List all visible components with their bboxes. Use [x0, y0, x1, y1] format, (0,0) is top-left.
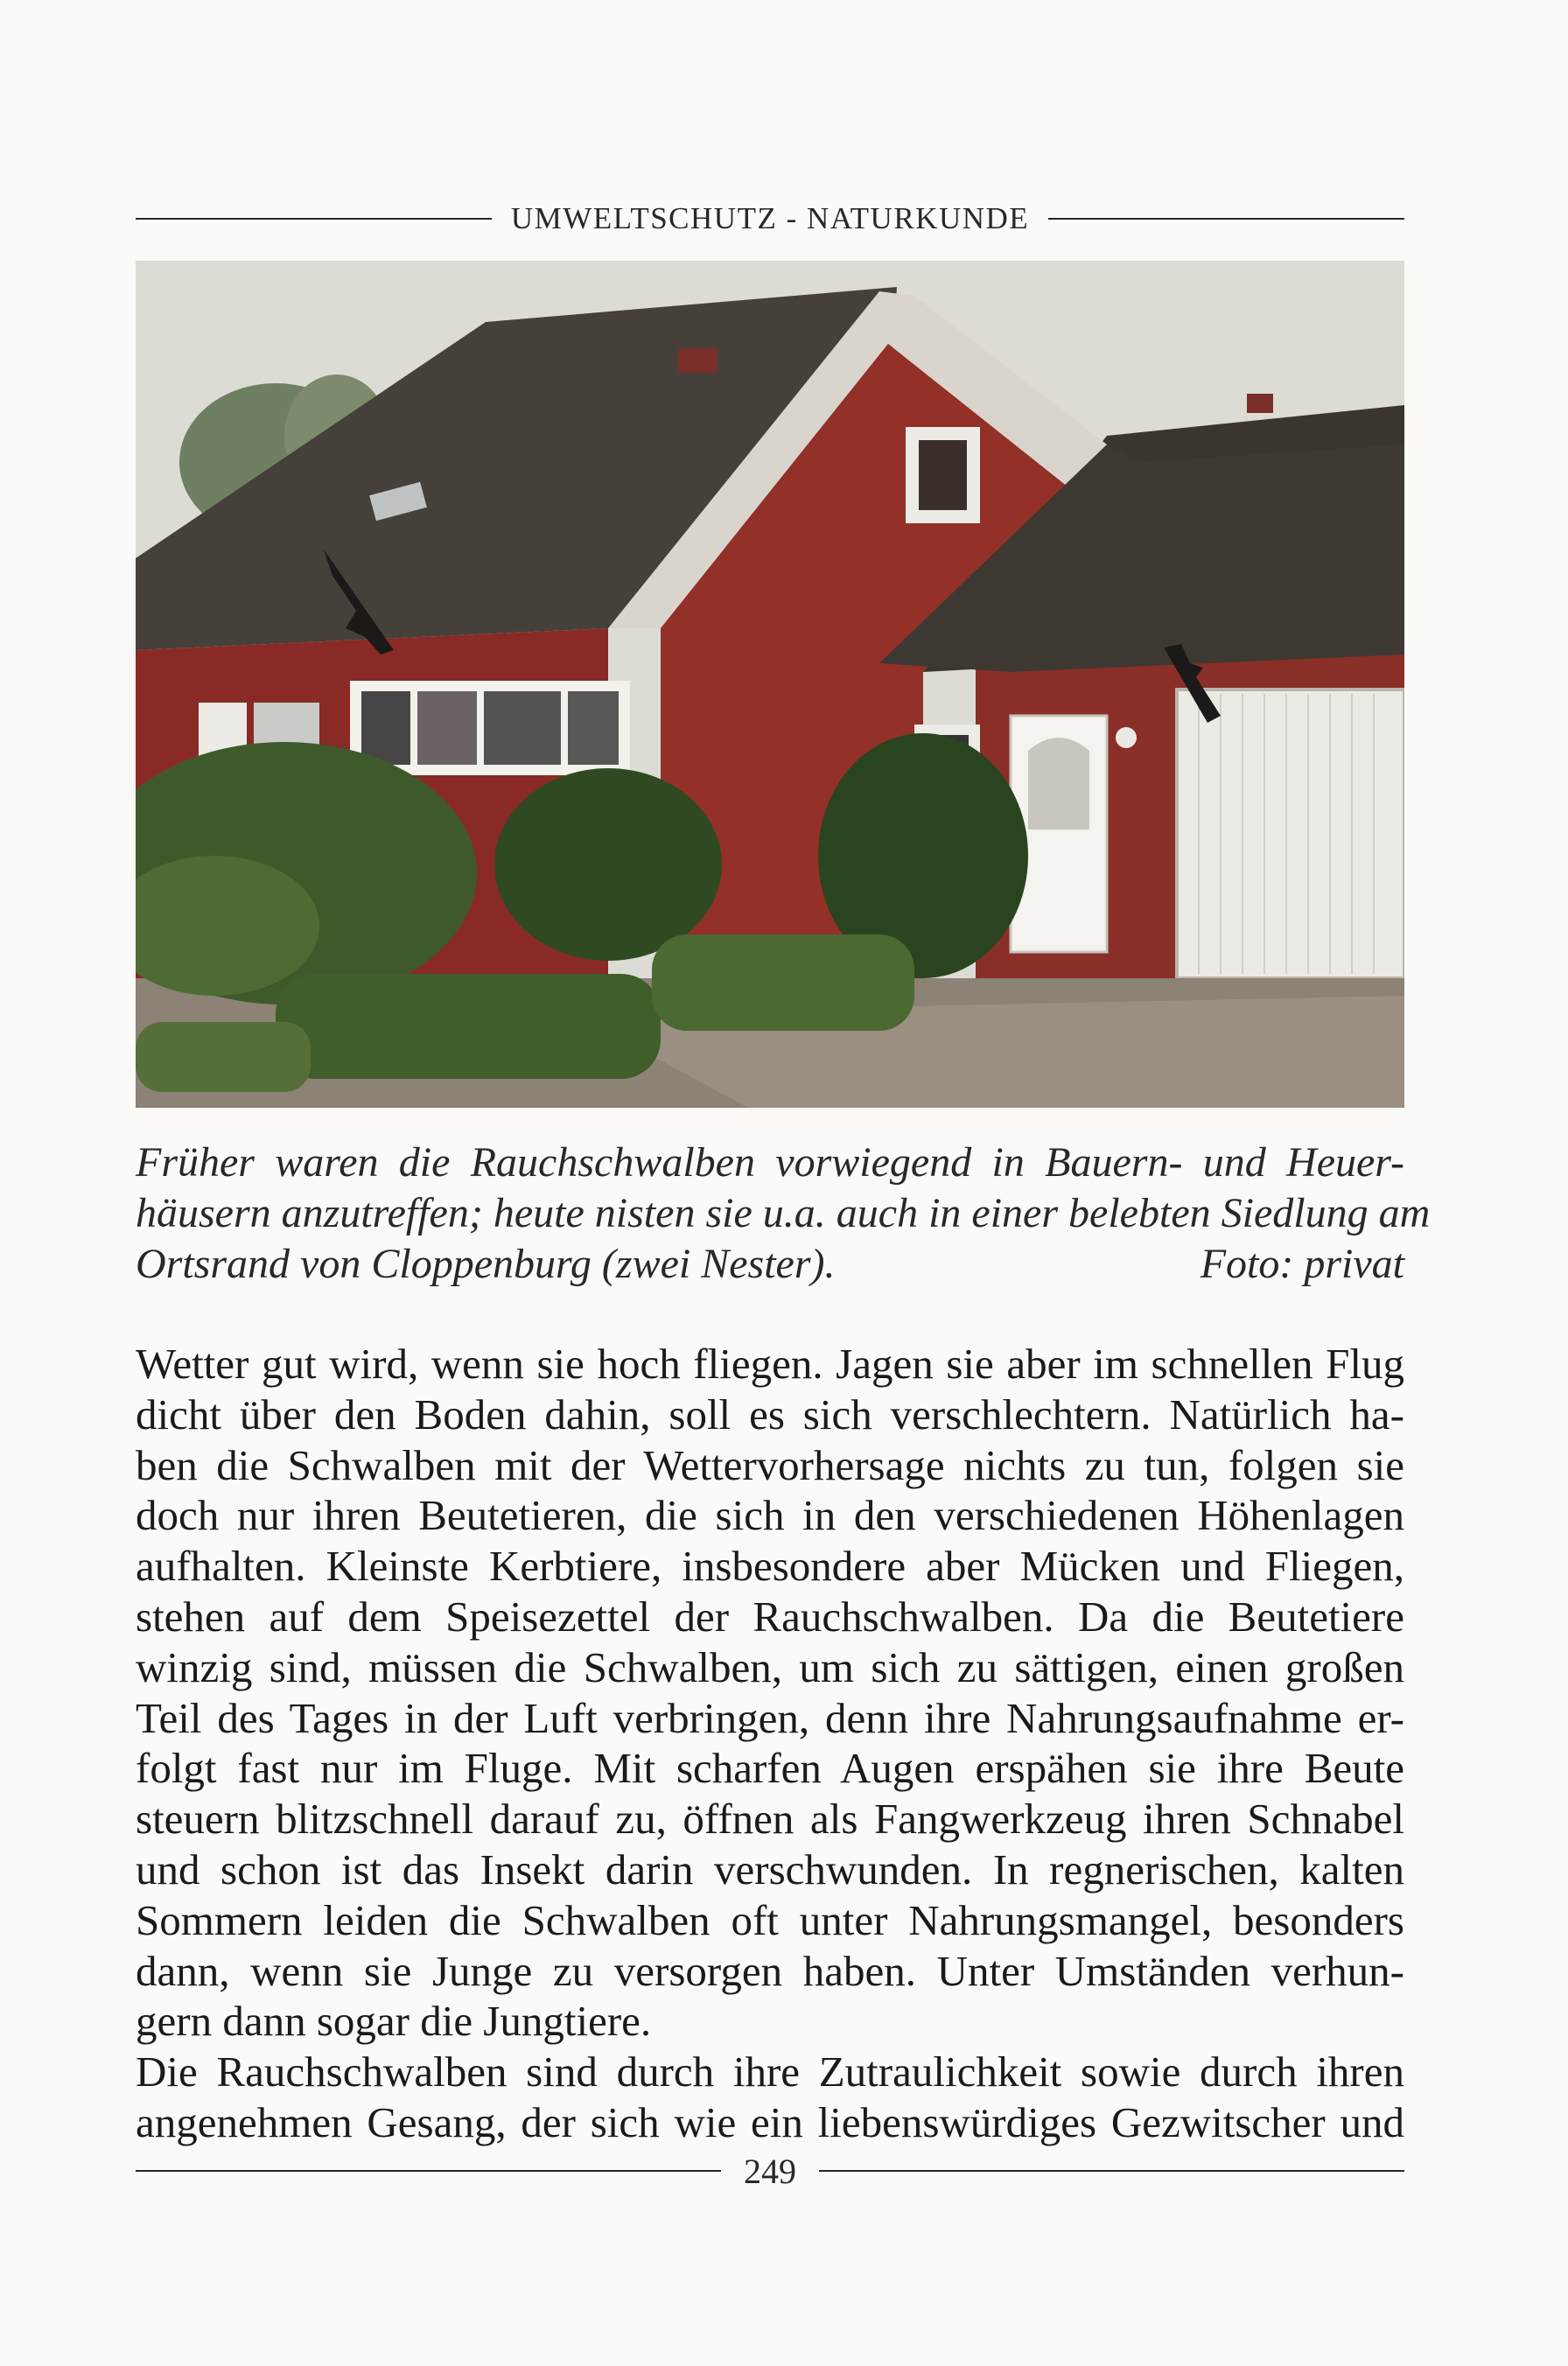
body-line: dann, wenn sie Junge zu versorgen haben. Unter Umständen verhun-: [136, 1946, 1404, 1995]
body-line: Wetter gut wird, wenn sie hoch fliegen. Jagen sie aber im schnellen Flug: [136, 1340, 1404, 1388]
body-line: folgt fast nur im Fluge. Mit scharfen Augen erspähen sie ihre Beute: [136, 1744, 1404, 1793]
body-line: steuern blitzschnell darauf zu, öffnen als Fangwerkzeug ihren Schnabel: [136, 1795, 1404, 1844]
running-header-title: UMWELTSCHUTZ - NATURKUNDE: [510, 201, 1030, 235]
page-footer: [136, 2149, 1404, 2193]
page-number: 249: [744, 2151, 796, 2191]
running-header: [136, 198, 1404, 240]
body-line: aufhalten. Kleinste Kerbtiere, insbesondere aber Mücken und Fliegen,: [136, 1542, 1404, 1591]
body-line: stehen auf dem Speisezettel der Rauchschwalben. Da die Beutetiere: [136, 1592, 1404, 1641]
header-rule-left: [136, 218, 492, 220]
body-line: ben die Schwalben mit der Wettervorhersage nichts zu tun, folgen sie: [136, 1440, 1404, 1489]
body-line: Teil des Tages in der Luft verbringen, denn ihre Nahrungsaufnahme er-: [136, 1693, 1404, 1742]
body-line: und schon ist das Insekt darin verschwunden. In regnerischen, kalten: [136, 1844, 1404, 1894]
caption-line: Ortsrand von Cloppenburg (zwei Nester).: [136, 1241, 836, 1287]
body-line: angenehmen Gesang, der sich wie ein liebenswürdiges Gezwitscher und: [136, 2097, 1404, 2146]
caption-line: häusern anzutreffen; heute nisten sie u.a. auch in einer belebten Siedlung am: [136, 1190, 1431, 1236]
body-text: [136, 1339, 1404, 2148]
caption-last-line: [136, 1239, 1404, 1290]
header-rule-right: [1048, 218, 1404, 220]
photo-credit: Foto: privat: [1200, 1241, 1404, 1287]
body-line: gern dann sogar die Jungtiere.: [136, 1997, 652, 2046]
body-line: Die Rauchschwalben sind durch ihre Zutraulichkeit sowie durch ihren: [136, 2048, 1404, 2096]
caption-line: Früher waren die Rauchschwalben vorwiegend in Bauern- und Heuer-: [136, 1139, 1404, 1186]
house-photo: [136, 261, 1404, 1108]
body-line: doch nur ihren Beutetieren, die sich in den verschiedenen Höhenlagen: [136, 1491, 1404, 1540]
body-line: winzig sind, müssen die Schwalben, um sich zu sättigen, einen großen: [136, 1642, 1404, 1691]
footer-rule-left: [136, 2170, 721, 2172]
body-line: Sommern leiden die Schwalben oft unter Nahrungsmangel, besonders: [136, 1895, 1404, 1944]
body-line: dicht über den Boden dahin, soll es sich verschlechtern. Natürlich ha-: [136, 1390, 1404, 1438]
footer-rule-right: [819, 2170, 1404, 2172]
photo-caption: [136, 1138, 1431, 1290]
